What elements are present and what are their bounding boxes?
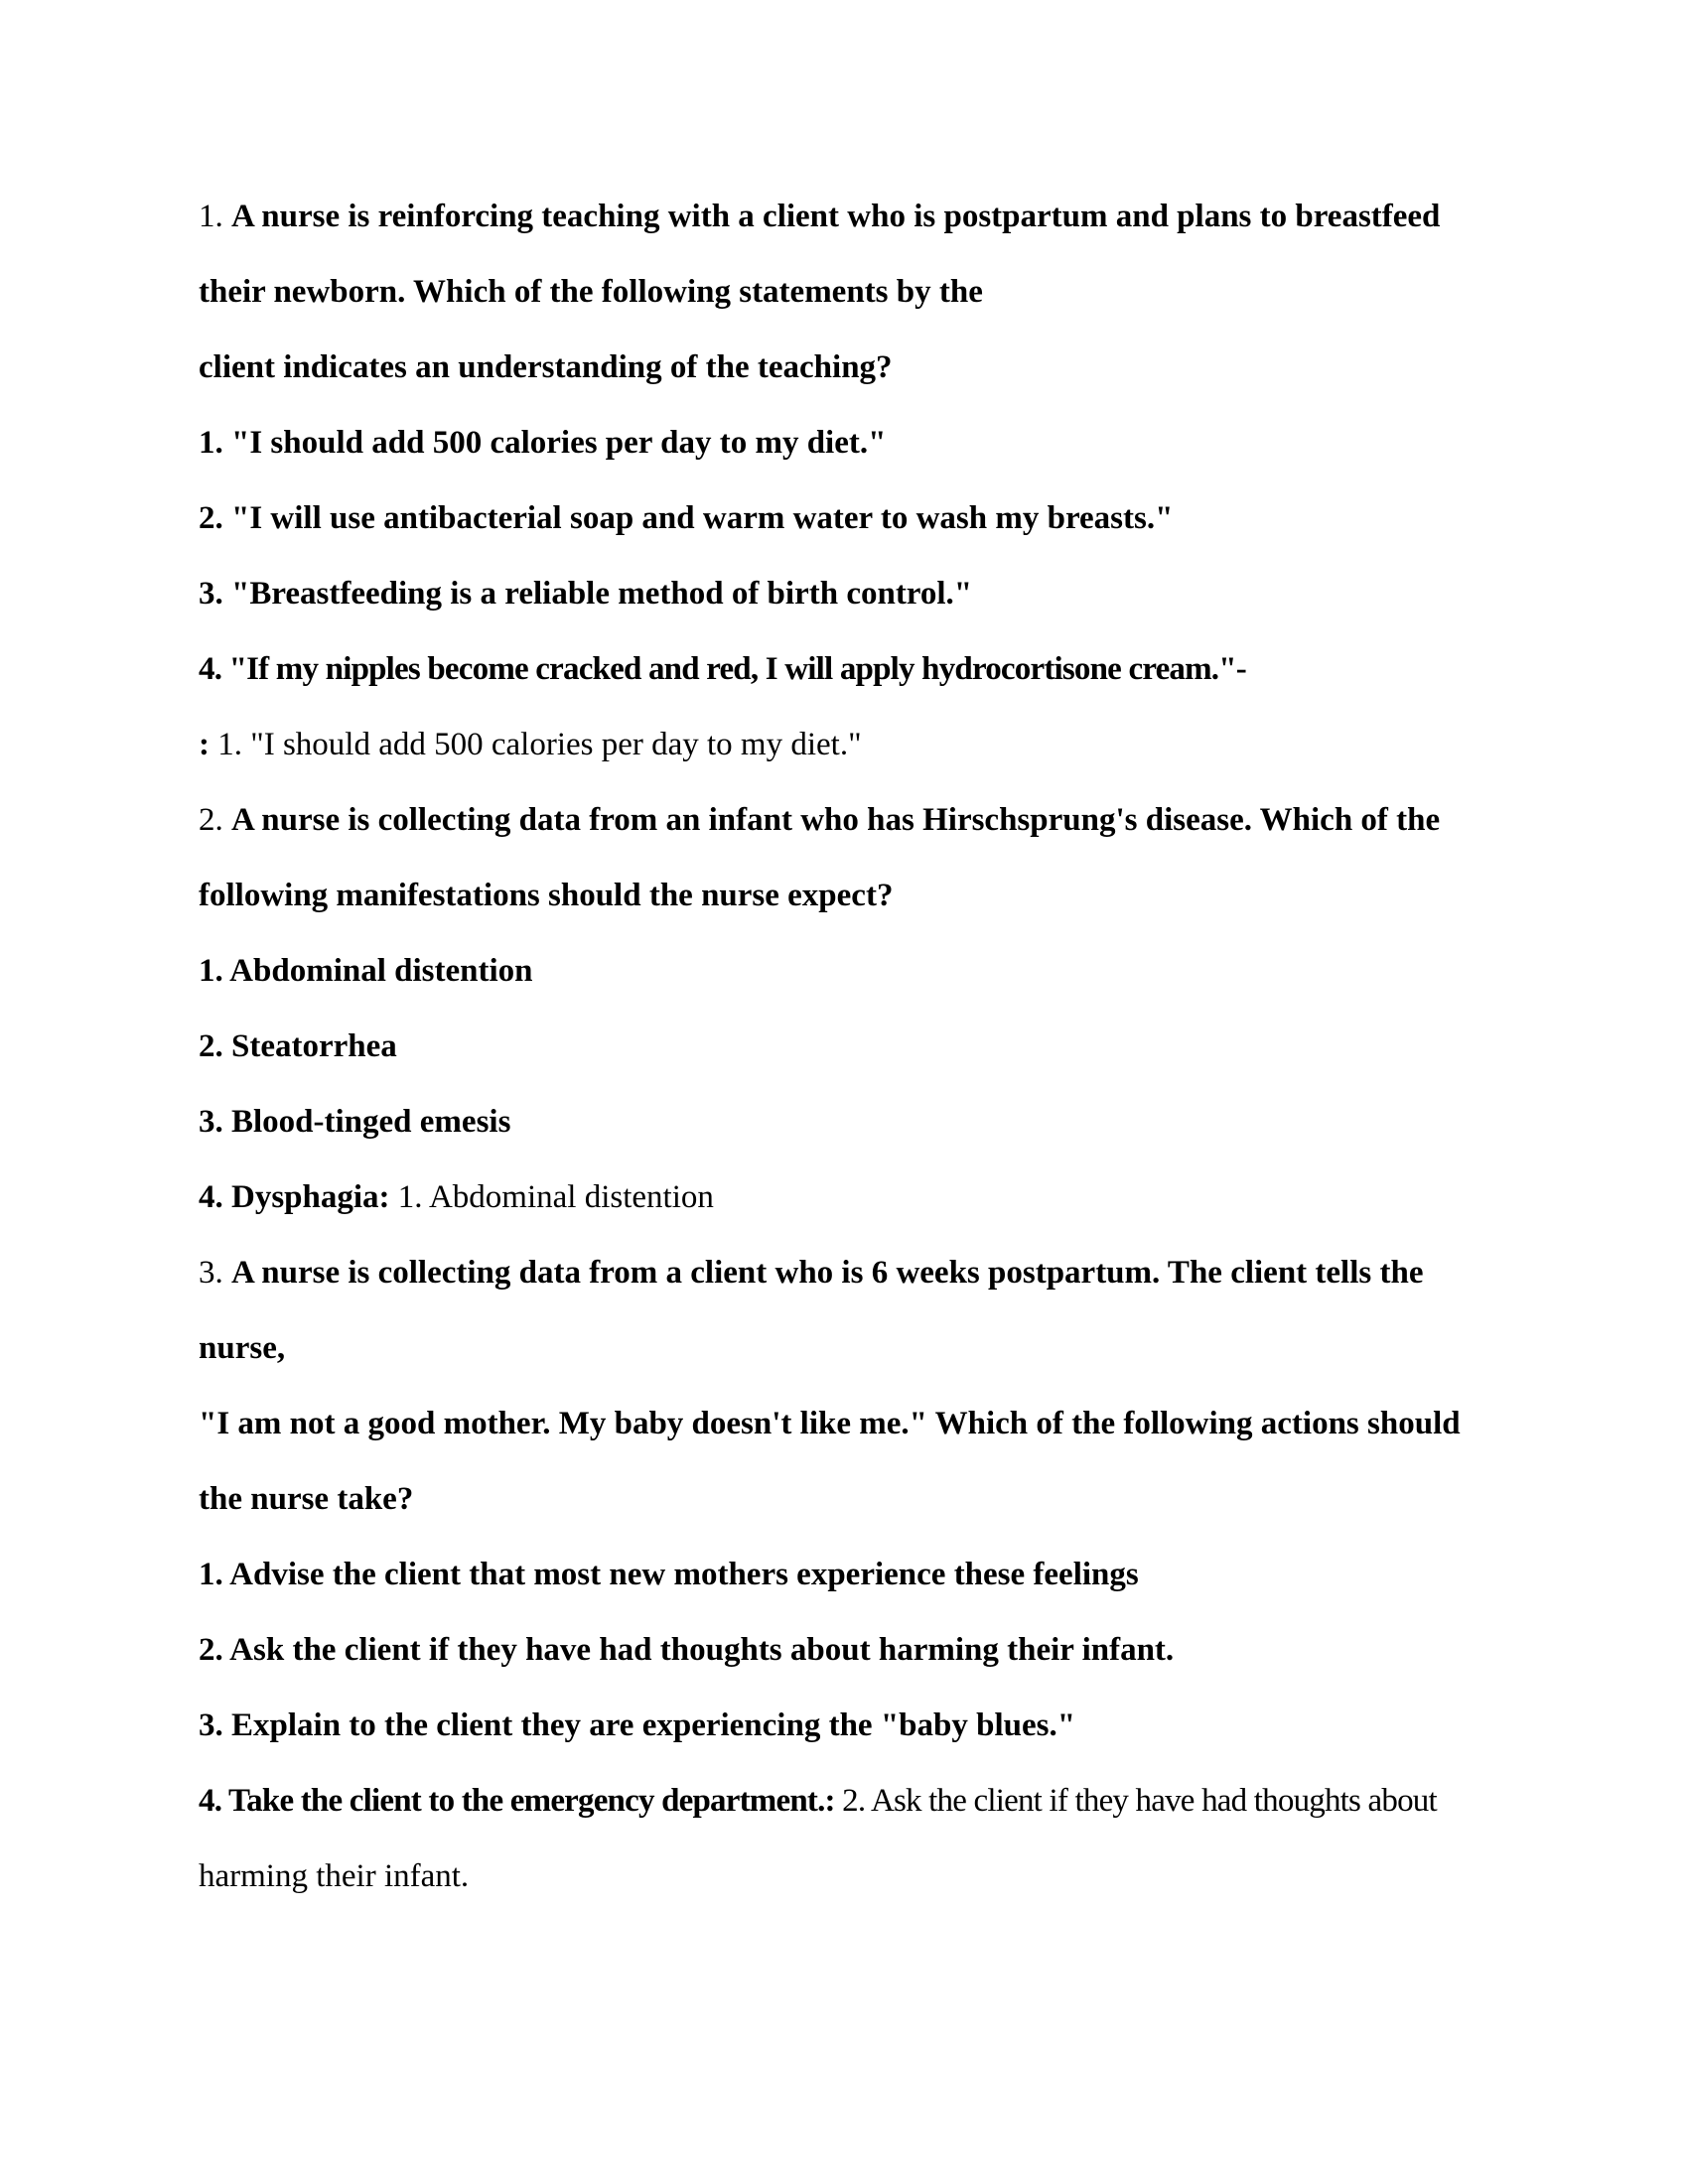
question-3-stem-text: A nurse is collecting data from a client who is 6 weeks postpartum. The client tells the bbox=[231, 1255, 1424, 1291]
question-3-stem-line-4: the nurse take? bbox=[199, 1481, 414, 1517]
question-2-stem-line-2: following manifestations should the nurse expect? bbox=[199, 878, 894, 913]
question-2-answer: 1. Abdominal distention bbox=[389, 1179, 714, 1215]
question-3-answer-continued: harming their infant. bbox=[199, 1858, 470, 1894]
question-3-option-2: 2. Ask the client if they have had thoughts about harming their infant. bbox=[199, 1632, 1175, 1668]
question-1-option-3: 3. "Breastfeeding is a reliable method of birth control." bbox=[199, 576, 973, 612]
question-1-option-4: 4. "If my nipples become cracked and red, I will apply hydrocortisone cream."- bbox=[199, 651, 1246, 687]
question-2-option-2: 2. Steatorrhea bbox=[199, 1028, 397, 1064]
question-3-answer: 2. Ask the client if they have had thoughts about bbox=[834, 1783, 1437, 1819]
question-3-stem-line-3: "I am not a good mother. My baby doesn't like me." Which of the following actions should bbox=[199, 1406, 1461, 1441]
question-2-option-1: 1. Abdominal distention bbox=[199, 953, 533, 989]
question-1-number: 1. bbox=[199, 199, 223, 234]
question-3-option-3: 3. Explain to the client they are experiencing the "baby blues." bbox=[199, 1707, 1076, 1743]
question-1-answer-line bbox=[199, 725, 862, 764]
question-1-stem-line-2: their newborn. Which of the following statements by the bbox=[199, 274, 983, 310]
question-1-answer: 1. "I should add 500 calories per day to my diet." bbox=[210, 727, 862, 762]
question-2-stem-text: A nurse is collecting data from an infant who has Hirschsprung's disease. Which of the bbox=[231, 802, 1441, 838]
question-1-option-1: 1. "I should add 500 calories per day to my diet." bbox=[199, 425, 887, 461]
question-2-option-4: 4. Dysphagia: bbox=[199, 1179, 390, 1215]
question-3-option-4: 4. Take the client to the emergency department.: bbox=[199, 1783, 835, 1819]
question-2-stem-line-1 bbox=[199, 800, 1440, 840]
question-3-stem-line-2: nurse, bbox=[199, 1330, 286, 1366]
question-1-stem-text: A nurse is reinforcing teaching with a client who is postpartum and plans to breastfeed bbox=[231, 199, 1441, 234]
question-2-number: 2. bbox=[199, 802, 223, 838]
question-1-option-2: 2. "I will use antibacterial soap and warm water to wash my breasts." bbox=[199, 500, 1174, 536]
question-1-stem-line-1 bbox=[199, 197, 1440, 236]
question-1-stem-line-3: client indicates an understanding of the teaching? bbox=[199, 349, 893, 385]
question-2-option-4-line bbox=[199, 1177, 714, 1217]
question-3-option-1: 1. Advise the client that most new mothers experience these feelings bbox=[199, 1557, 1139, 1592]
question-3-option-4-line bbox=[199, 1781, 1437, 1821]
question-3-number: 3. bbox=[199, 1255, 223, 1291]
question-3-stem-line-1 bbox=[199, 1253, 1423, 1293]
question-1-answer-prefix: : bbox=[199, 727, 210, 762]
question-2-option-3: 3. Blood-tinged emesis bbox=[199, 1104, 511, 1140]
